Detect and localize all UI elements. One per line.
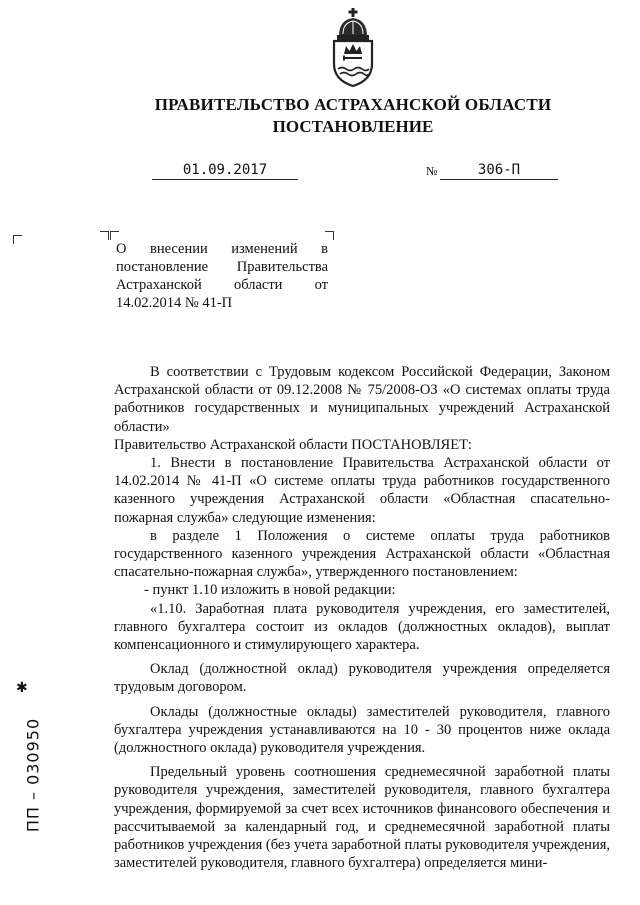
coat-of-arms-icon: [322, 8, 384, 88]
document-date: 01.09.2017: [182, 162, 268, 178]
number-underline: [440, 179, 558, 180]
document-body: [114, 363, 610, 872]
document-kind-title: ПОСТАНОВЛЕНИЕ: [272, 117, 434, 136]
body-paragraph: Оклады (должностные оклады) заместителей руководителя, главного бухгалтера учреждения устанавливаются на 10 - 30 процентов ниже оклада (должностного оклада) руководителя учреждения.: [114, 703, 610, 757]
corner-mark: [13, 235, 22, 244]
document-subject: О внесении изменений в постановление Правительства Астраханской области от 14.02.2014 № 41-П: [116, 241, 328, 311]
body-paragraph: в разделе 1 Положения о системе оплаты труда работников государственного казенного учреждения Астраханской области «Областная спасательно-пожарная служба», утвержденного постановлением:: [114, 527, 610, 581]
body-paragraph: - пункт 1.10 изложить в новой редакции:: [144, 582, 396, 599]
document-number: 306-П: [477, 162, 521, 178]
government-title: ПРАВИТЕЛЬСТВО АСТРАХАНСКОЙ ОБЛАСТИ: [154, 95, 552, 114]
body-paragraph: «1.10. Заработная плата руководителя учреждения, его заместителей, главного бухгалтера состоит из окладов (должностных окладов), выплат компенсационного и стимулирующего характера.: [114, 600, 610, 654]
corner-mark: [325, 231, 334, 240]
body-paragraph: Предельный уровень соотношения среднемесячной заработной платы руководителя учреждения, заместителей руководителя, главного бухгалтера учреждения, формируемой за счет всех источников финансового обеспечения и рассчитываемой за календарный год, и среднемесячной заработной платы работников учреждения (без учета заработной платы руководителя учреждения, заместителей руководителя, главного бухгалтера) определяется мини-: [114, 764, 610, 872]
body-paragraph: Оклад (должностной оклад) руководителя учреждения определяется трудовым договором.: [114, 661, 610, 696]
registration-code: [13, 690, 53, 860]
date-underline: [152, 179, 298, 180]
body-paragraph: Правительство Астраханской области ПОСТАНОВЛЯЕТ:: [114, 436, 472, 453]
corner-mark: [110, 231, 119, 240]
stamp-star-mark: ✱: [16, 681, 28, 696]
body-paragraph: 1. Внести в постановление Правительства Астраханской области от 14.02.2014 № 41-П «О системе оплаты труда работников государственного казенного учреждения Астраханской области «Областная спасательно-пожарная служба» следующие изменения:: [114, 455, 610, 526]
corner-mark: [100, 231, 109, 240]
registration-code-text: ПП – 030950: [23, 717, 43, 833]
body-paragraph: В соответствии с Трудовым кодексом Российской Федерации, Законом Астраханской области от 09.12.2008 № 75/2008-ОЗ «О системах оплаты труда работников государственных и муниципальных учреждений Астраханской области»: [114, 364, 610, 435]
number-sign: №: [426, 164, 438, 178]
